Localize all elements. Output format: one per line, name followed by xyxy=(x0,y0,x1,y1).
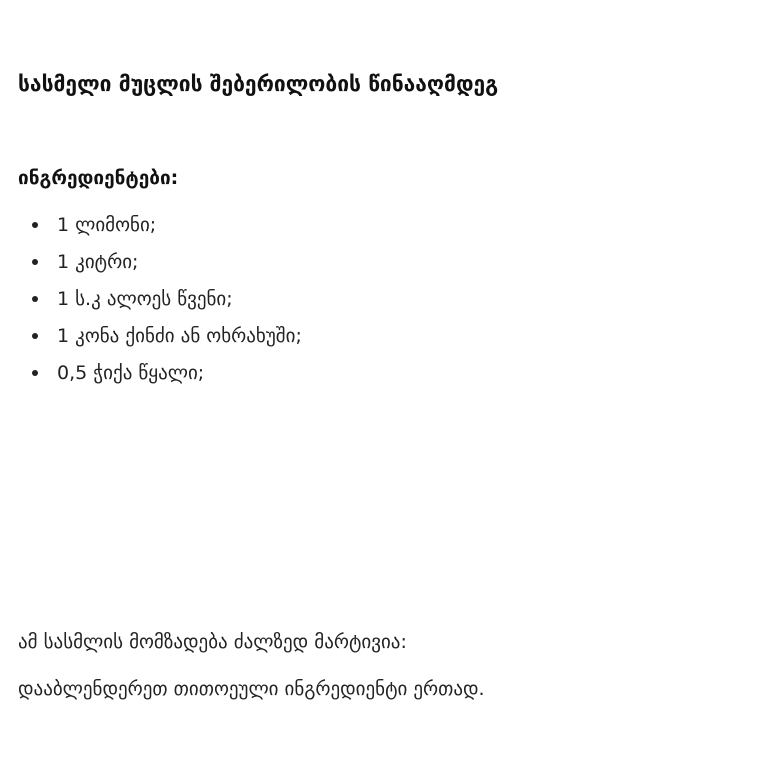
bullet-icon xyxy=(32,333,38,339)
ingredient-item xyxy=(30,284,302,321)
ingredients-heading: ინგრედიენტები: xyxy=(18,167,179,189)
description-line: ამ სასმლის მომზადება ძალზედ მარტივია: xyxy=(18,631,407,653)
ingredient-item xyxy=(30,358,302,395)
ingredient-item xyxy=(30,321,302,358)
description-line: დააბლენდერეთ თითოეული ინგრედიენტი ერთად. xyxy=(18,678,485,700)
bullet-icon xyxy=(32,222,38,228)
ingredient-text: 1 ს.კ ალოეს წვენი; xyxy=(57,288,233,310)
ingredients-list xyxy=(30,210,302,395)
ingredient-text: 0,5 ჭიქა წყალი; xyxy=(57,362,205,384)
ingredient-text: 1 კიტრი; xyxy=(57,251,139,273)
ingredient-text: 1 ლიმონი; xyxy=(57,214,157,236)
ingredient-text: 1 კონა ქინძი ან ოხრახუში; xyxy=(57,325,302,347)
ingredient-item xyxy=(30,247,302,284)
ingredient-item xyxy=(30,210,302,247)
recipe-title: სასმელი მუცლის შებერილობის წინააღმდეგ xyxy=(18,72,499,96)
bullet-icon xyxy=(32,259,38,265)
bullet-icon xyxy=(32,370,38,376)
bullet-icon xyxy=(32,296,38,302)
